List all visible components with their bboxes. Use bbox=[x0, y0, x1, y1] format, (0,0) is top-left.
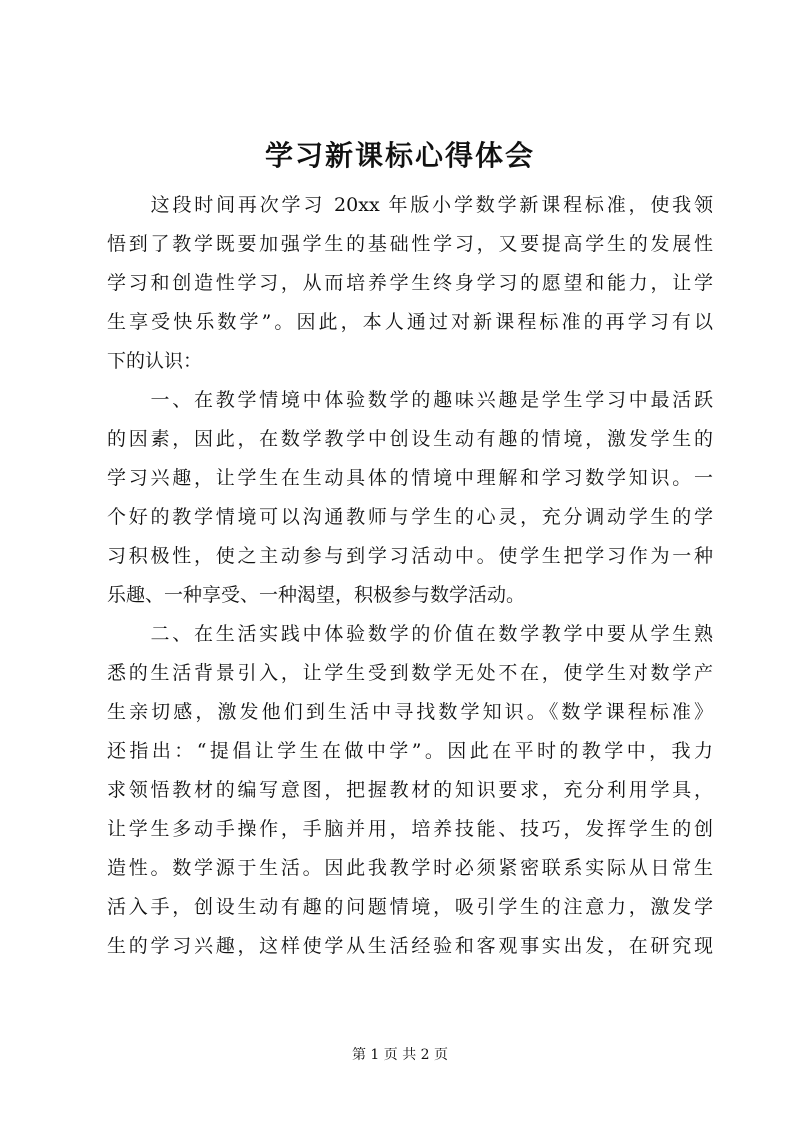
page-number-footer: 第 1 页 共 2 页 bbox=[351, 1047, 449, 1063]
text-line: 悉的生活背景引入，让学生受到数学无处不在，使学生对数学产 bbox=[107, 662, 713, 684]
text-line: 还指出：“提倡让学生在做中学”。因此在平时的教学中，我力 bbox=[107, 740, 713, 762]
document-body bbox=[107, 186, 713, 966]
text-line: 让学生多动手操作，手脑并用，培养技能、技巧，发挥学生的创 bbox=[107, 818, 713, 840]
text-line: 造性。数学源于生活。因此我教学时必须紧密联系实际从日常生 bbox=[107, 857, 713, 879]
text-line: 生的学习兴趣，这样使学从生活经验和客观事实出发，在研究现 bbox=[107, 935, 713, 957]
text-line: 乐趣、一种享受、一种渴望，积极参与数学活动。 bbox=[107, 584, 526, 606]
text-line: 个好的教学情境可以沟通教师与学生的心灵，充分调动学生的学 bbox=[107, 506, 713, 528]
text-line: 活入手，创设生动有趣的问题情境，吸引学生的注意力，激发学 bbox=[107, 896, 713, 918]
text-line: 生亲切感，激发他们到生活中寻找数学知识。《数学课程标准》 bbox=[107, 701, 713, 723]
text-line: 学习和创造性学习，从而培养学生终身学习的愿望和能力，让学 bbox=[107, 272, 713, 294]
document-title: 学习新课标心得体会 bbox=[264, 139, 535, 172]
text-line: 下的认识： bbox=[107, 350, 203, 372]
text-line: 习积极性，使之主动参与到学习活动中。使学生把学习作为一种 bbox=[107, 545, 713, 567]
text-line: 的因素，因此，在数学教学中创设生动有趣的情境，激发学生的 bbox=[107, 428, 713, 450]
text-line: 生享受快乐数学”。因此，本人通过对新课程标准的再学习有以 bbox=[107, 311, 713, 333]
text-line: 学习兴趣，让学生在生动具体的情境中理解和学习数学知识。一 bbox=[107, 467, 713, 489]
text-line: 求领悟教材的编写意图，把握教材的知识要求，充分利用学具， bbox=[107, 779, 713, 801]
text-line: 悟到了教学既要加强学生的基础性学习，又要提高学生的发展性 bbox=[107, 233, 713, 255]
text-line: 一、在教学情境中体验数学的趣味兴趣是学生学习中最活跃 bbox=[107, 389, 713, 411]
text-line: 二、在生活实践中体验数学的价值在数学教学中要从学生熟 bbox=[107, 623, 713, 645]
text-line: 这段时间再次学习 20xx 年版小学数学新课程标准，使我领 bbox=[107, 194, 713, 216]
